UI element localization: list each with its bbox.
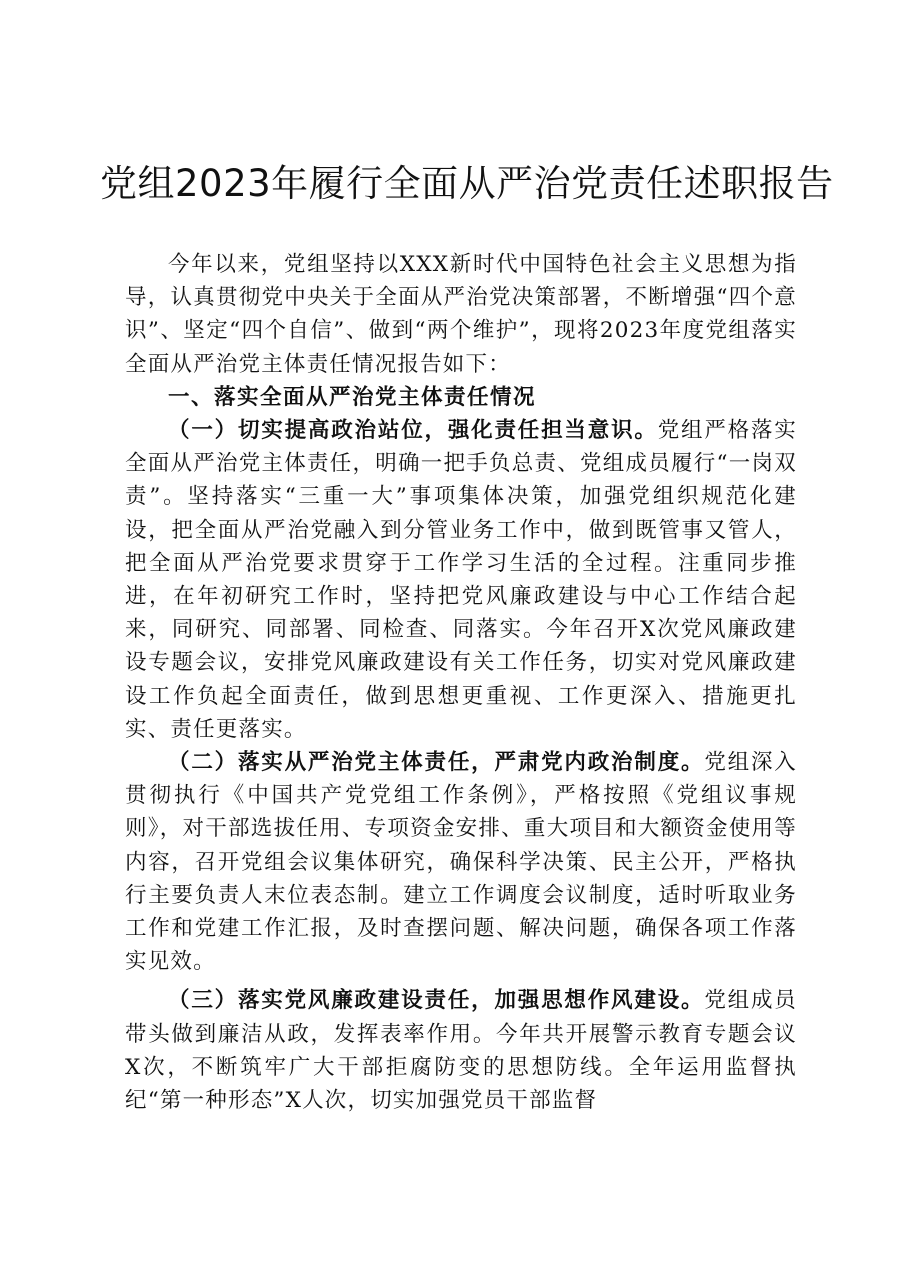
paragraph-2-text: 党组深入贯彻执行《中国共产党党组工作条例》，严格按照《党组议事规则》，对干部选拔任用、专项资金安排、重大项目和大额资金使用等内容，召开党组会议集体研究，确保科学决策、民主公开，严格执行主要负责人末位表态制。建立工作调度会议制度，适时听取业务工作和党建工作汇报，及时查摆问题、解决问题，确保各项工作落实见效。 xyxy=(125,750,797,975)
section-heading-1: 一、落实全面从严治党主体责任情况 xyxy=(168,384,537,410)
paragraph-1-text: 党组严格落实全面从严治党主体责任，明确一把手负总责、党组成员履行“一岗双责”。坚持落实“三重一大”事项集体决策，加强党组织规范化建设，把全面从严治党融入到分管业务工作中，做到既管事又管人，把全面从严治党要求贯穿于工作学习生活的全过程。注重同步推进，在年初研究工作时，坚持把党风廉政建设与中心工作结合起来，同研究、同部署、同检查、同落实。今年召开X次党风廉政建设专题会议，安排党风廉政建设有关工作任务，切实对党风廉政建设工作负起全面责任，做到思想更重视、工作更深入、措施更扎实、责任更落实。 xyxy=(125,418,797,742)
document-title: 党组2023年履行全面从严治党责任述职报告 xyxy=(100,162,834,205)
paragraph-3-lead: （三）落实党风廉政建设责任，加强思想作风建设。 xyxy=(168,988,705,1014)
paragraph-3 xyxy=(125,984,797,1117)
paragraph-2-lead: （二）落实从严治党主体责任，严肃党内政治制度。 xyxy=(168,750,705,776)
paragraph-1 xyxy=(125,414,797,746)
paragraph-2 xyxy=(125,746,797,978)
paragraph-1-lead: （一）切实提高政治站位，强化责任担当意识。 xyxy=(168,418,658,444)
document-body xyxy=(125,248,797,1117)
intro-paragraph: 今年以来，党组坚持以XXX新时代中国特色社会主义思想为指导，认真贯彻党中央关于全面从严治党决策部署，不断增强“四个意识”、坚定“四个自信”、做到“两个维护”，现将2023年度党组落实全面从严治党主体责任情况报告如下： xyxy=(125,252,797,377)
paragraph-3-text: 党组成员带头做到廉洁从政，发挥表率作用。今年共开展警示教育专题会议X次，不断筑牢广大干部拒腐防变的思想防线。全年运用监督执纪“第一种形态”X人次，切实加强党员干部监督 xyxy=(125,988,797,1114)
